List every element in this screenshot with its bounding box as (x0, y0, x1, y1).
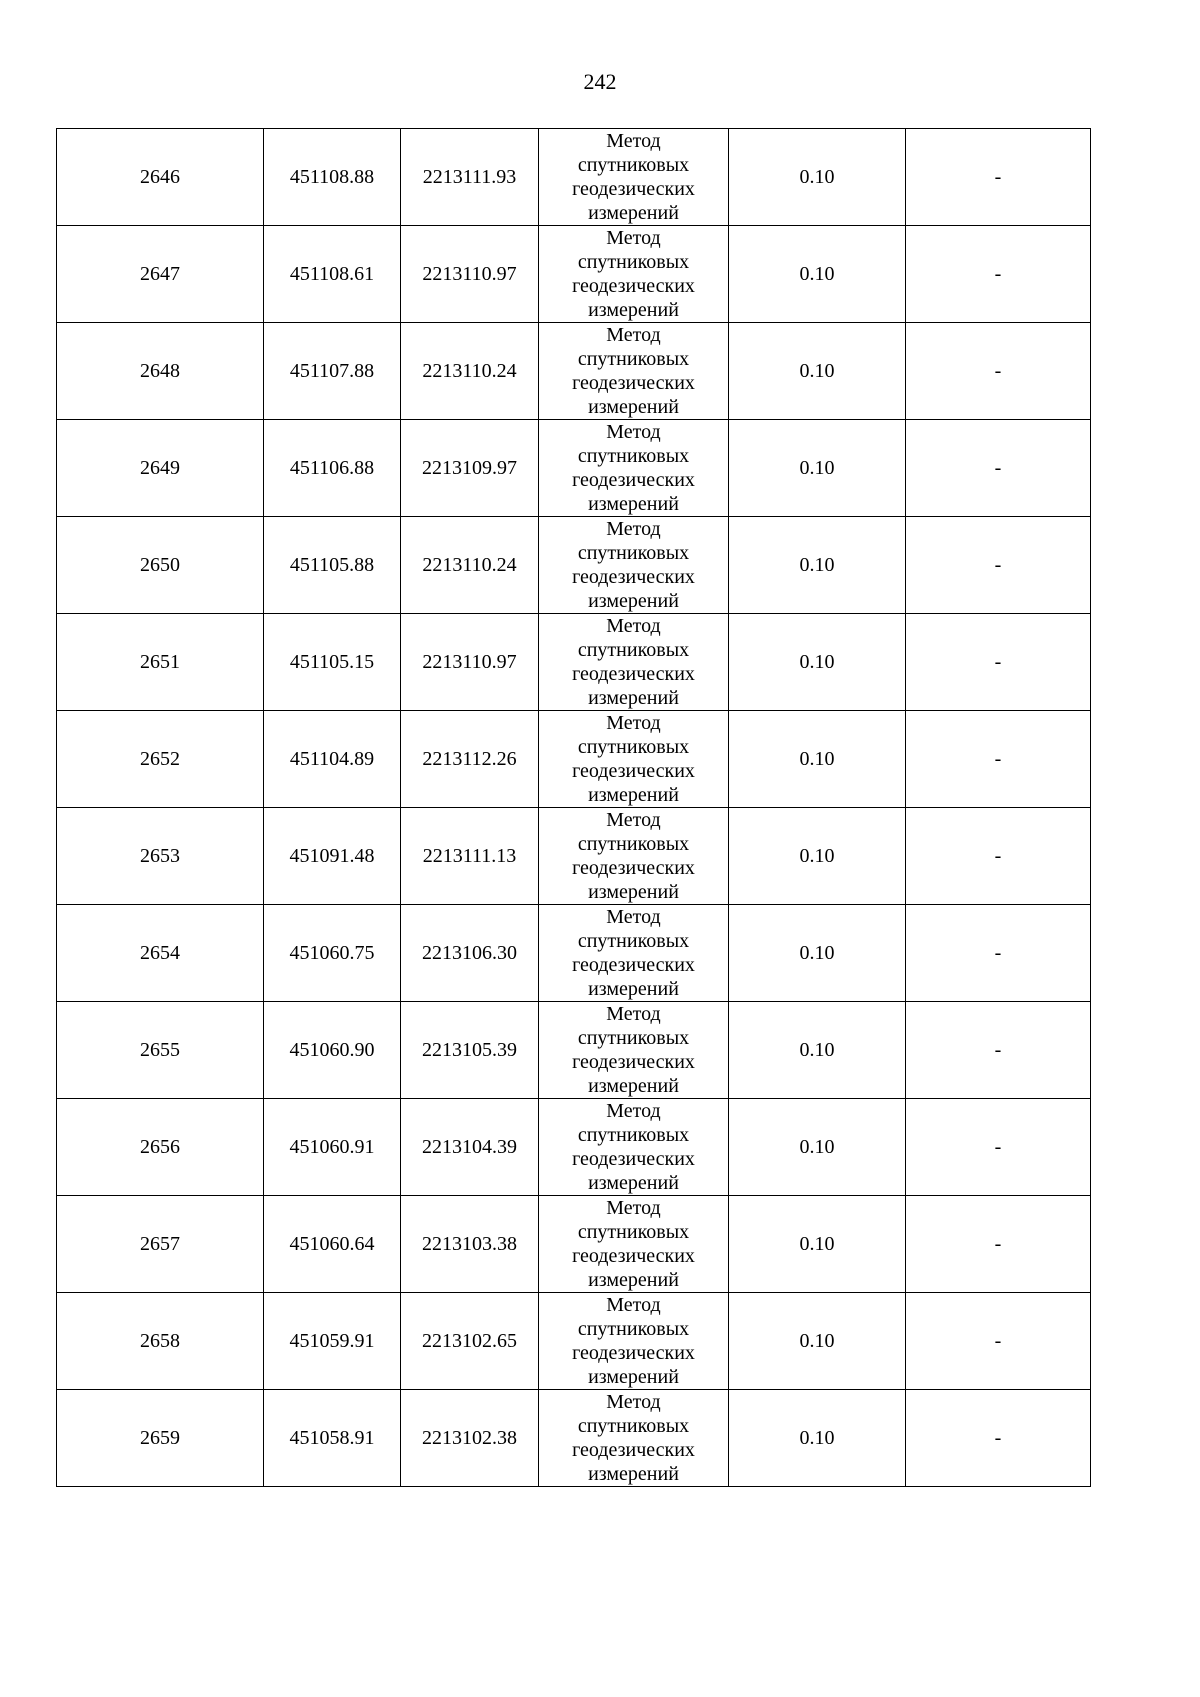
point-number-cell: 2655 (57, 1002, 264, 1099)
method-line: Метод (606, 1003, 661, 1025)
point-number-cell: 2653 (57, 808, 264, 905)
y-coordinate-cell: 2213111.13 (401, 808, 539, 905)
method-line: измерений (588, 687, 679, 709)
accuracy-cell: 0.10 (729, 905, 906, 1002)
method-line: Метод (606, 421, 661, 443)
method-line: измерений (588, 1075, 679, 1097)
x-coordinate-cell: 451105.88 (264, 517, 401, 614)
x-coordinate-cell: 451104.89 (264, 711, 401, 808)
method-line: спутниковых (577, 1415, 690, 1437)
x-coordinate-cell: 451060.75 (264, 905, 401, 1002)
table-row (57, 226, 1091, 323)
method-line: геодезических (572, 275, 695, 297)
method-line: измерений (588, 1172, 679, 1194)
note-cell: - (906, 1196, 1091, 1293)
point-number-cell: 2650 (57, 517, 264, 614)
method-cell (539, 1196, 729, 1293)
point-number-cell: 2646 (57, 129, 264, 226)
method-line: спутниковых (577, 930, 690, 952)
point-number-cell: 2652 (57, 711, 264, 808)
method-line: измерений (588, 978, 679, 1000)
x-coordinate-cell: 451106.88 (264, 420, 401, 517)
y-coordinate-cell: 2213112.26 (401, 711, 539, 808)
table-row (57, 420, 1091, 517)
table-row (57, 808, 1091, 905)
method-cell (539, 129, 729, 226)
method-line: геодезических (572, 1439, 695, 1461)
point-number-cell: 2648 (57, 323, 264, 420)
table-row (57, 905, 1091, 1002)
x-coordinate-cell: 451108.88 (264, 129, 401, 226)
note-cell: - (906, 614, 1091, 711)
table-row (57, 614, 1091, 711)
method-line: измерений (588, 1269, 679, 1291)
x-coordinate-cell: 451107.88 (264, 323, 401, 420)
method-line: Метод (606, 324, 661, 346)
method-line: измерений (588, 299, 679, 321)
method-line: Метод (606, 809, 661, 831)
accuracy-cell: 0.10 (729, 1390, 906, 1487)
point-number-cell: 2659 (57, 1390, 264, 1487)
method-line: спутниковых (577, 1318, 690, 1340)
method-cell (539, 808, 729, 905)
y-coordinate-cell: 2213104.39 (401, 1099, 539, 1196)
method-line: Метод (606, 906, 661, 928)
note-cell: - (906, 323, 1091, 420)
accuracy-cell: 0.10 (729, 808, 906, 905)
method-cell (539, 711, 729, 808)
y-coordinate-cell: 2213109.97 (401, 420, 539, 517)
table-row (57, 1099, 1091, 1196)
method-line: Метод (606, 227, 661, 249)
method-line: спутниковых (577, 445, 690, 467)
point-number-cell: 2654 (57, 905, 264, 1002)
note-cell: - (906, 808, 1091, 905)
table-row (57, 1390, 1091, 1487)
y-coordinate-cell: 2213103.38 (401, 1196, 539, 1293)
coordinates-table (56, 128, 1091, 1487)
y-coordinate-cell: 2213106.30 (401, 905, 539, 1002)
method-cell (539, 1390, 729, 1487)
method-line: измерений (588, 590, 679, 612)
table-row (57, 711, 1091, 808)
table-row (57, 129, 1091, 226)
method-cell (539, 323, 729, 420)
method-cell (539, 905, 729, 1002)
method-line: геодезических (572, 1245, 695, 1267)
method-line: Метод (606, 130, 661, 152)
table-row (57, 1196, 1091, 1293)
method-line: спутниковых (577, 639, 690, 661)
table-row (57, 1002, 1091, 1099)
x-coordinate-cell: 451058.91 (264, 1390, 401, 1487)
y-coordinate-cell: 2213110.24 (401, 517, 539, 614)
method-line: геодезических (572, 1342, 695, 1364)
accuracy-cell: 0.10 (729, 129, 906, 226)
method-cell (539, 614, 729, 711)
x-coordinate-cell: 451091.48 (264, 808, 401, 905)
method-cell (539, 1293, 729, 1390)
note-cell: - (906, 1293, 1091, 1390)
method-line: спутниковых (577, 1124, 690, 1146)
note-cell: - (906, 517, 1091, 614)
method-line: геодезических (572, 372, 695, 394)
x-coordinate-cell: 451108.61 (264, 226, 401, 323)
method-line: геодезических (572, 857, 695, 879)
method-line: геодезических (572, 566, 695, 588)
method-line: геодезических (572, 178, 695, 200)
table-body (57, 129, 1091, 1487)
accuracy-cell: 0.10 (729, 323, 906, 420)
table-row (57, 323, 1091, 420)
method-line: спутниковых (577, 348, 690, 370)
method-line: спутниковых (577, 542, 690, 564)
method-line: геодезических (572, 1148, 695, 1170)
point-number-cell: 2657 (57, 1196, 264, 1293)
method-line: геодезических (572, 663, 695, 685)
method-line: спутниковых (577, 833, 690, 855)
y-coordinate-cell: 2213105.39 (401, 1002, 539, 1099)
method-cell (539, 517, 729, 614)
method-cell (539, 1002, 729, 1099)
x-coordinate-cell: 451105.15 (264, 614, 401, 711)
x-coordinate-cell: 451060.91 (264, 1099, 401, 1196)
method-line: Метод (606, 1197, 661, 1219)
accuracy-cell: 0.10 (729, 226, 906, 323)
accuracy-cell: 0.10 (729, 1293, 906, 1390)
method-line: измерений (588, 881, 679, 903)
note-cell: - (906, 905, 1091, 1002)
method-line: спутниковых (577, 1221, 690, 1243)
point-number-cell: 2647 (57, 226, 264, 323)
method-line: Метод (606, 1391, 661, 1413)
y-coordinate-cell: 2213110.97 (401, 614, 539, 711)
method-line: геодезических (572, 760, 695, 782)
point-number-cell: 2656 (57, 1099, 264, 1196)
method-line: измерений (588, 784, 679, 806)
method-line: Метод (606, 712, 661, 734)
y-coordinate-cell: 2213110.24 (401, 323, 539, 420)
accuracy-cell: 0.10 (729, 1099, 906, 1196)
method-cell (539, 226, 729, 323)
table-row (57, 517, 1091, 614)
method-line: измерений (588, 1366, 679, 1388)
method-line: спутниковых (577, 736, 690, 758)
x-coordinate-cell: 451060.90 (264, 1002, 401, 1099)
note-cell: - (906, 420, 1091, 517)
method-line: спутниковых (577, 1027, 690, 1049)
accuracy-cell: 0.10 (729, 517, 906, 614)
method-line: спутниковых (577, 154, 690, 176)
method-line: геодезических (572, 469, 695, 491)
method-line: измерений (588, 396, 679, 418)
note-cell: - (906, 129, 1091, 226)
note-cell: - (906, 1390, 1091, 1487)
page-number: 242 (583, 69, 617, 94)
method-line: измерений (588, 493, 679, 515)
method-line: измерений (588, 202, 679, 224)
table-row (57, 1293, 1091, 1390)
note-cell: - (906, 1002, 1091, 1099)
x-coordinate-cell: 451060.64 (264, 1196, 401, 1293)
method-line: геодезических (572, 954, 695, 976)
method-line: измерений (588, 1463, 679, 1485)
point-number-cell: 2649 (57, 420, 264, 517)
method-line: Метод (606, 1294, 661, 1316)
point-number-cell: 2658 (57, 1293, 264, 1390)
method-line: Метод (606, 1100, 661, 1122)
accuracy-cell: 0.10 (729, 420, 906, 517)
accuracy-cell: 0.10 (729, 614, 906, 711)
accuracy-cell: 0.10 (729, 1002, 906, 1099)
note-cell: - (906, 226, 1091, 323)
y-coordinate-cell: 2213111.93 (401, 129, 539, 226)
accuracy-cell: 0.10 (729, 711, 906, 808)
y-coordinate-cell: 2213102.65 (401, 1293, 539, 1390)
method-line: Метод (606, 615, 661, 637)
method-line: спутниковых (577, 251, 690, 273)
x-coordinate-cell: 451059.91 (264, 1293, 401, 1390)
y-coordinate-cell: 2213102.38 (401, 1390, 539, 1487)
method-cell (539, 1099, 729, 1196)
method-line: Метод (606, 518, 661, 540)
y-coordinate-cell: 2213110.97 (401, 226, 539, 323)
accuracy-cell: 0.10 (729, 1196, 906, 1293)
point-number-cell: 2651 (57, 614, 264, 711)
note-cell: - (906, 1099, 1091, 1196)
method-cell (539, 420, 729, 517)
method-line: геодезических (572, 1051, 695, 1073)
note-cell: - (906, 711, 1091, 808)
